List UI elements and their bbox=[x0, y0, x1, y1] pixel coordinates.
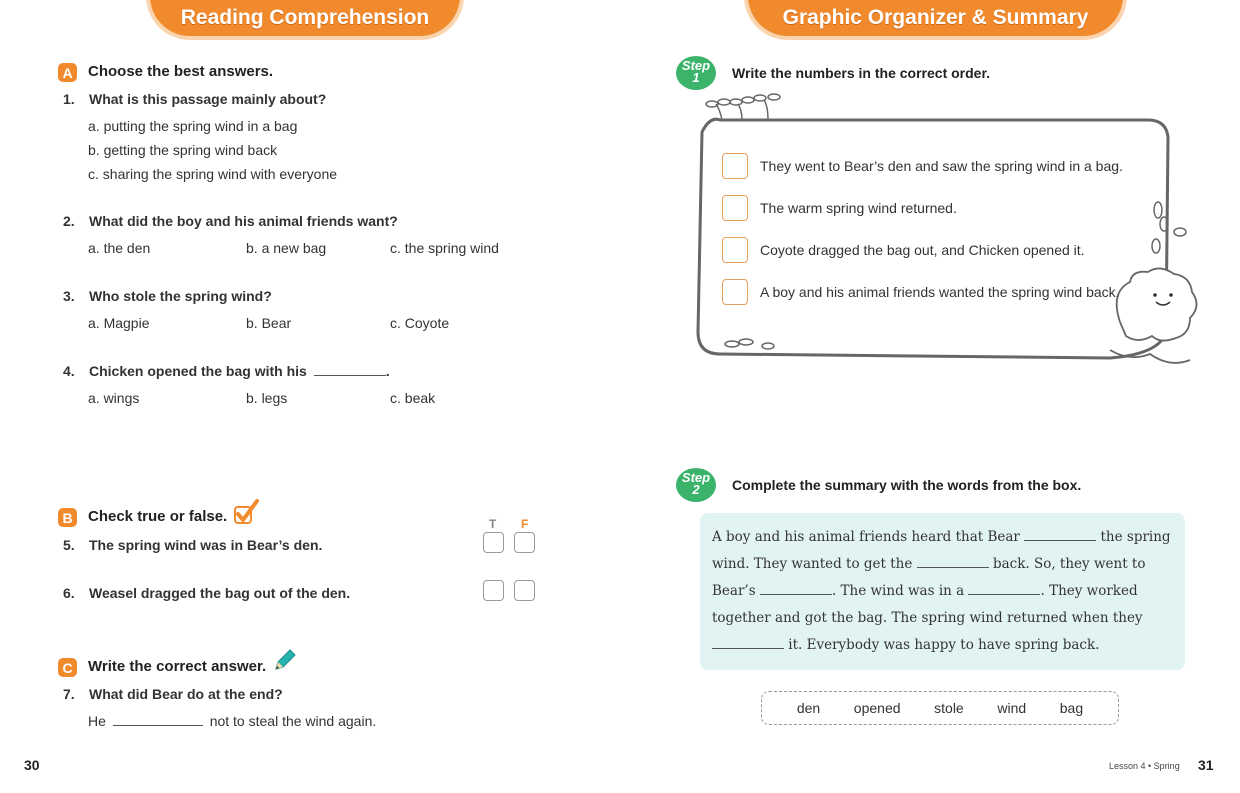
question-number: 5. bbox=[63, 537, 75, 553]
order-item-2: The warm spring wind returned. bbox=[760, 200, 957, 216]
step-word: Step bbox=[681, 470, 711, 485]
answer-suffix: not to steal the wind again. bbox=[209, 713, 377, 729]
step-number: 1 bbox=[692, 70, 700, 85]
word-bag: bag bbox=[1059, 700, 1084, 716]
option-2a[interactable]: a. the den bbox=[88, 240, 151, 256]
option-2c[interactable]: c. the spring wind bbox=[390, 240, 499, 256]
option-4c[interactable]: c. beak bbox=[390, 390, 436, 406]
false-label: F bbox=[521, 517, 529, 531]
section-a-badge: A bbox=[58, 63, 77, 82]
question-4 bbox=[63, 363, 390, 379]
order-item-1: They went to Bear’s den and saw the spring wind in a bag. bbox=[760, 158, 1123, 174]
section-b-title: Check true or false. bbox=[88, 508, 228, 525]
question-number: 1. bbox=[63, 91, 75, 107]
answer-prefix: He bbox=[88, 713, 106, 729]
word-wind: wind bbox=[997, 700, 1027, 716]
option-3a[interactable]: a. Magpie bbox=[88, 315, 150, 331]
word-opened: opened bbox=[853, 700, 901, 716]
step-word: Step bbox=[681, 58, 711, 73]
summary-text-4: . The wind was in a bbox=[831, 583, 965, 599]
order-box-2[interactable] bbox=[722, 195, 748, 221]
order-box-3[interactable] bbox=[722, 237, 748, 263]
section-c-badge: C bbox=[58, 658, 77, 677]
true-checkbox-6[interactable] bbox=[483, 580, 504, 601]
summary-text-1: A boy and his animal friends heard that Bear bbox=[712, 529, 1020, 545]
option-3b[interactable]: b. Bear bbox=[246, 315, 292, 331]
banner-title: Graphic Organizer & Summary bbox=[782, 6, 1089, 29]
section-b-badge: B bbox=[58, 508, 77, 527]
true-checkbox-5[interactable] bbox=[483, 532, 504, 553]
option-3c[interactable]: c. Coyote bbox=[390, 315, 450, 331]
summary-text-2: the spring wind. They wanted to get the bbox=[712, 529, 1171, 572]
order-item-3: Coyote dragged the bag out, and Chicken opened it. bbox=[760, 242, 1085, 258]
question-number: 7. bbox=[63, 686, 75, 702]
option-1b[interactable]: b. getting the spring wind back bbox=[88, 142, 278, 158]
question-text: What did the boy and his animal friends want? bbox=[89, 213, 398, 229]
question-3 bbox=[63, 288, 272, 304]
summary-blank-5[interactable] bbox=[712, 636, 784, 649]
order-box-1[interactable] bbox=[722, 153, 748, 179]
question-text: Weasel dragged the bag out of the den. bbox=[89, 585, 351, 601]
step-number: 2 bbox=[692, 482, 700, 497]
step-2-instruction: Complete the summary with the words from the box. bbox=[732, 477, 1082, 493]
summary-text-3: back. So, they went to Bear’s bbox=[712, 556, 1146, 599]
right-page-number: 31 bbox=[1198, 757, 1214, 773]
left-page-number: 30 bbox=[24, 757, 40, 773]
answer-line-7 bbox=[88, 713, 376, 729]
section-a-title: Choose the best answers. bbox=[88, 63, 274, 80]
question-suffix: . bbox=[385, 363, 390, 379]
option-1a[interactable]: a. putting the spring wind in a bag bbox=[88, 118, 298, 134]
option-4a[interactable]: a. wings bbox=[88, 390, 140, 406]
summary-text-6: it. Everybody was happy to have spring back. bbox=[788, 637, 1100, 653]
organizer-frame bbox=[690, 92, 1210, 377]
step-1-instruction: Write the numbers in the correct order. bbox=[732, 65, 991, 81]
question-text: Who stole the spring wind? bbox=[89, 288, 272, 304]
question-2 bbox=[63, 213, 398, 229]
question-text: What did Bear do at the end? bbox=[89, 686, 283, 702]
checkmark-icon bbox=[232, 498, 260, 526]
true-label: T bbox=[489, 517, 497, 531]
pencil-icon bbox=[272, 647, 298, 673]
question-number: 2. bbox=[63, 213, 75, 229]
question-number: 6. bbox=[63, 585, 75, 601]
lesson-footer: Lesson 4 • Spring bbox=[1109, 761, 1180, 771]
false-checkbox-5[interactable] bbox=[514, 532, 535, 553]
summary-paragraph bbox=[712, 524, 1177, 659]
question-text: The spring wind was in Bear’s den. bbox=[89, 537, 323, 553]
section-c-title: Write the correct answer. bbox=[88, 658, 267, 675]
word-den: den bbox=[796, 700, 821, 716]
summary-text-5: . They worked together and got the bag. The spring wind returned when they bbox=[712, 583, 1143, 626]
option-4b[interactable]: b. legs bbox=[246, 390, 288, 406]
summary-blank-4[interactable] bbox=[968, 582, 1040, 595]
summary-blank-3[interactable] bbox=[760, 582, 832, 595]
answer-blank[interactable] bbox=[314, 363, 386, 376]
question-number: 3. bbox=[63, 288, 75, 304]
option-2b[interactable]: b. a new bag bbox=[246, 240, 327, 256]
question-number: 4. bbox=[63, 363, 75, 379]
question-7 bbox=[63, 686, 283, 702]
question-text: Chicken opened the bag with his bbox=[89, 363, 307, 379]
false-checkbox-6[interactable] bbox=[514, 580, 535, 601]
graphic-organizer-banner bbox=[748, 0, 1123, 36]
option-1c[interactable]: c. sharing the spring wind with everyone bbox=[88, 166, 338, 182]
word-box bbox=[761, 691, 1119, 725]
order-box-4[interactable] bbox=[722, 279, 748, 305]
order-item-4: A boy and his animal friends wanted the spring wind back. bbox=[760, 284, 1120, 300]
reading-comprehension-banner bbox=[150, 0, 460, 36]
banner-title: Reading Comprehension bbox=[180, 6, 430, 29]
step-1-badge bbox=[676, 56, 716, 90]
summary-blank-2[interactable] bbox=[917, 555, 989, 568]
summary-blank-1[interactable] bbox=[1024, 528, 1096, 541]
question-1 bbox=[63, 91, 326, 107]
answer-blank[interactable] bbox=[113, 713, 203, 726]
question-5 bbox=[63, 537, 322, 553]
step-2-badge bbox=[676, 468, 716, 502]
question-6 bbox=[63, 585, 350, 601]
question-text: What is this passage mainly about? bbox=[89, 91, 327, 107]
word-stole: stole bbox=[934, 700, 964, 716]
